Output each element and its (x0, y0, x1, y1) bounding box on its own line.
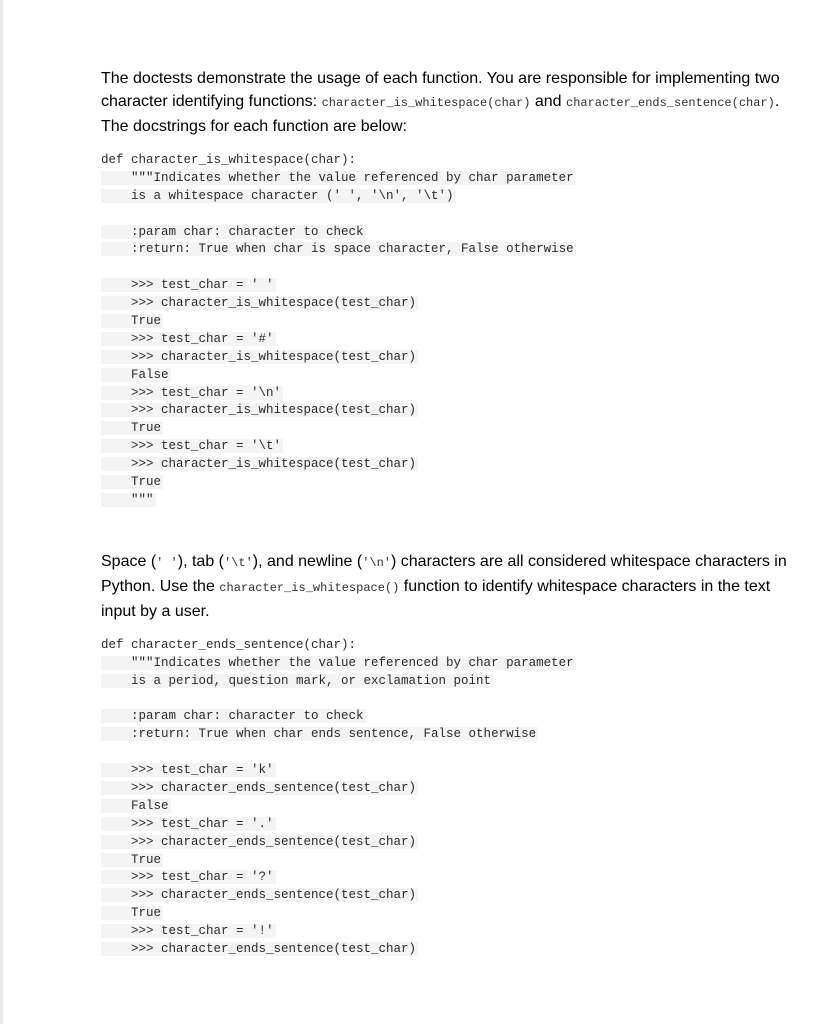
middle-text-5: function to identify whitespace characters in the text input by a user. (101, 577, 771, 620)
code-line-text: >>> test_char = '.' (101, 816, 274, 831)
middle-code-newline: '\n' (362, 555, 391, 570)
middle-text-2: ), tab ( (177, 552, 224, 570)
code-line (101, 780, 791, 798)
code-line-text: """Indicates whether the value referenced by char parameter (101, 655, 574, 670)
intro-paragraph (101, 67, 791, 138)
middle-code-function: character_is_whitespace() (219, 580, 400, 595)
code-line (101, 492, 791, 510)
code-line (101, 313, 791, 331)
middle-paragraph (101, 550, 791, 623)
middle-code-tab: '\t' (223, 555, 253, 570)
code-line (101, 188, 791, 206)
code-line (101, 887, 791, 905)
code-block-ends-sentence (101, 637, 791, 959)
code-line-text: True (101, 314, 162, 329)
code-line (101, 655, 791, 673)
code-line (101, 798, 791, 816)
code-line (101, 816, 791, 834)
code-line-text: >>> character_is_whitespace(test_char) (101, 349, 417, 364)
code-line (101, 726, 791, 744)
code-line-text (101, 207, 103, 221)
intro-code-whitespace: character_is_whitespace(char) (321, 96, 531, 110)
code-line (101, 474, 791, 492)
code-line-text: """Indicates whether the value referenced by char parameter (101, 170, 574, 185)
code-line-text: >>> character_ends_sentence(test_char) (101, 834, 417, 849)
code-line-text: is a whitespace character (' ', '\n', '\t') (101, 188, 454, 203)
intro-text-2: and (530, 93, 566, 110)
code-line (101, 456, 791, 474)
code-def-text: def character_ends_sentence(char): (101, 637, 357, 652)
code-line-text: >>> test_char = '#' (101, 331, 274, 346)
code-line-text: >>> test_char = ' ' (101, 278, 274, 293)
code-line-text: >>> test_char = '?' (101, 870, 274, 885)
code-line-text: >>> character_is_whitespace(test_char) (101, 457, 417, 472)
code-line-text: False (101, 798, 169, 813)
middle-code-space: ' ' (156, 555, 178, 570)
middle-text-1: Space ( (101, 552, 157, 570)
code-line-text: :param char: character to check (101, 709, 364, 724)
code-line-text: False (101, 367, 169, 382)
code-line-text: >>> test_char = '!' (101, 924, 274, 939)
code-line (101, 941, 791, 959)
code-line-text: >>> test_char = 'k' (101, 763, 274, 778)
code-line-text: """ (101, 492, 154, 507)
code-line-text: >>> character_ends_sentence(test_char) (101, 888, 417, 903)
code-line-text (101, 745, 103, 759)
code-line (101, 170, 791, 188)
page-edge (0, 0, 3, 1024)
code-line-text: True (101, 852, 162, 867)
middle-text-3: ), and newline ( (252, 552, 363, 570)
code-def-text: def character_is_whitespace(char): (101, 153, 357, 167)
code-line (101, 241, 791, 259)
code-line (101, 259, 791, 277)
code-line-text: >>> character_is_whitespace(test_char) (101, 403, 417, 418)
code-line (101, 349, 791, 367)
code-line-text: :return: True when char is space character, False otherwise (101, 242, 574, 257)
document-page (101, 66, 791, 959)
code-line-text: >>> character_is_whitespace(test_char) (101, 296, 417, 311)
code-line-text: >>> character_ends_sentence(test_char) (101, 780, 417, 795)
code-line-text: :return: True when char ends sentence, False otherwise (101, 727, 537, 742)
code-line-text: >>> character_ends_sentence(test_char) (101, 941, 417, 956)
code-block-whitespace (101, 152, 791, 510)
code-line (101, 277, 791, 295)
code-line (101, 402, 791, 420)
code-line (101, 295, 791, 313)
intro-code-ends-sentence: character_ends_sentence(char) (566, 96, 775, 110)
code-line-text: True (101, 906, 162, 921)
code-line (101, 420, 791, 438)
code-line (101, 869, 791, 887)
code-line (101, 690, 791, 708)
code-line (101, 834, 791, 852)
code-line (101, 385, 791, 403)
code-line (101, 744, 791, 762)
code-line (101, 224, 791, 242)
code-line (101, 708, 791, 726)
intro-text-1: The doctests demonstrate the usage of each function. You are responsible for implementing two character identifying functions: (101, 70, 780, 110)
middle-text-4: ) characters are all considered whitespace characters in Python. Use the (101, 552, 787, 595)
code-line-text: True (101, 421, 162, 436)
intro-text-3: . The docstrings for each function are below: (101, 93, 780, 135)
code-line-text: >>> test_char = '\t' (101, 439, 282, 454)
code-def-line (101, 152, 791, 170)
code-line (101, 762, 791, 780)
code-line (101, 673, 791, 691)
code-def-line (101, 637, 791, 655)
code-line (101, 367, 791, 385)
code-line (101, 331, 791, 349)
code-line-text (101, 691, 103, 705)
code-line-text: True (101, 475, 162, 490)
code-line (101, 206, 791, 224)
code-line-text: is a period, question mark, or exclamation point (101, 673, 492, 688)
code-line-text: :param char: character to check (101, 224, 364, 239)
code-line (101, 852, 791, 870)
code-line (101, 438, 791, 456)
code-line-text: >>> test_char = '\n' (101, 385, 282, 400)
code-line-text (101, 260, 103, 274)
code-line (101, 905, 791, 923)
code-line (101, 923, 791, 941)
